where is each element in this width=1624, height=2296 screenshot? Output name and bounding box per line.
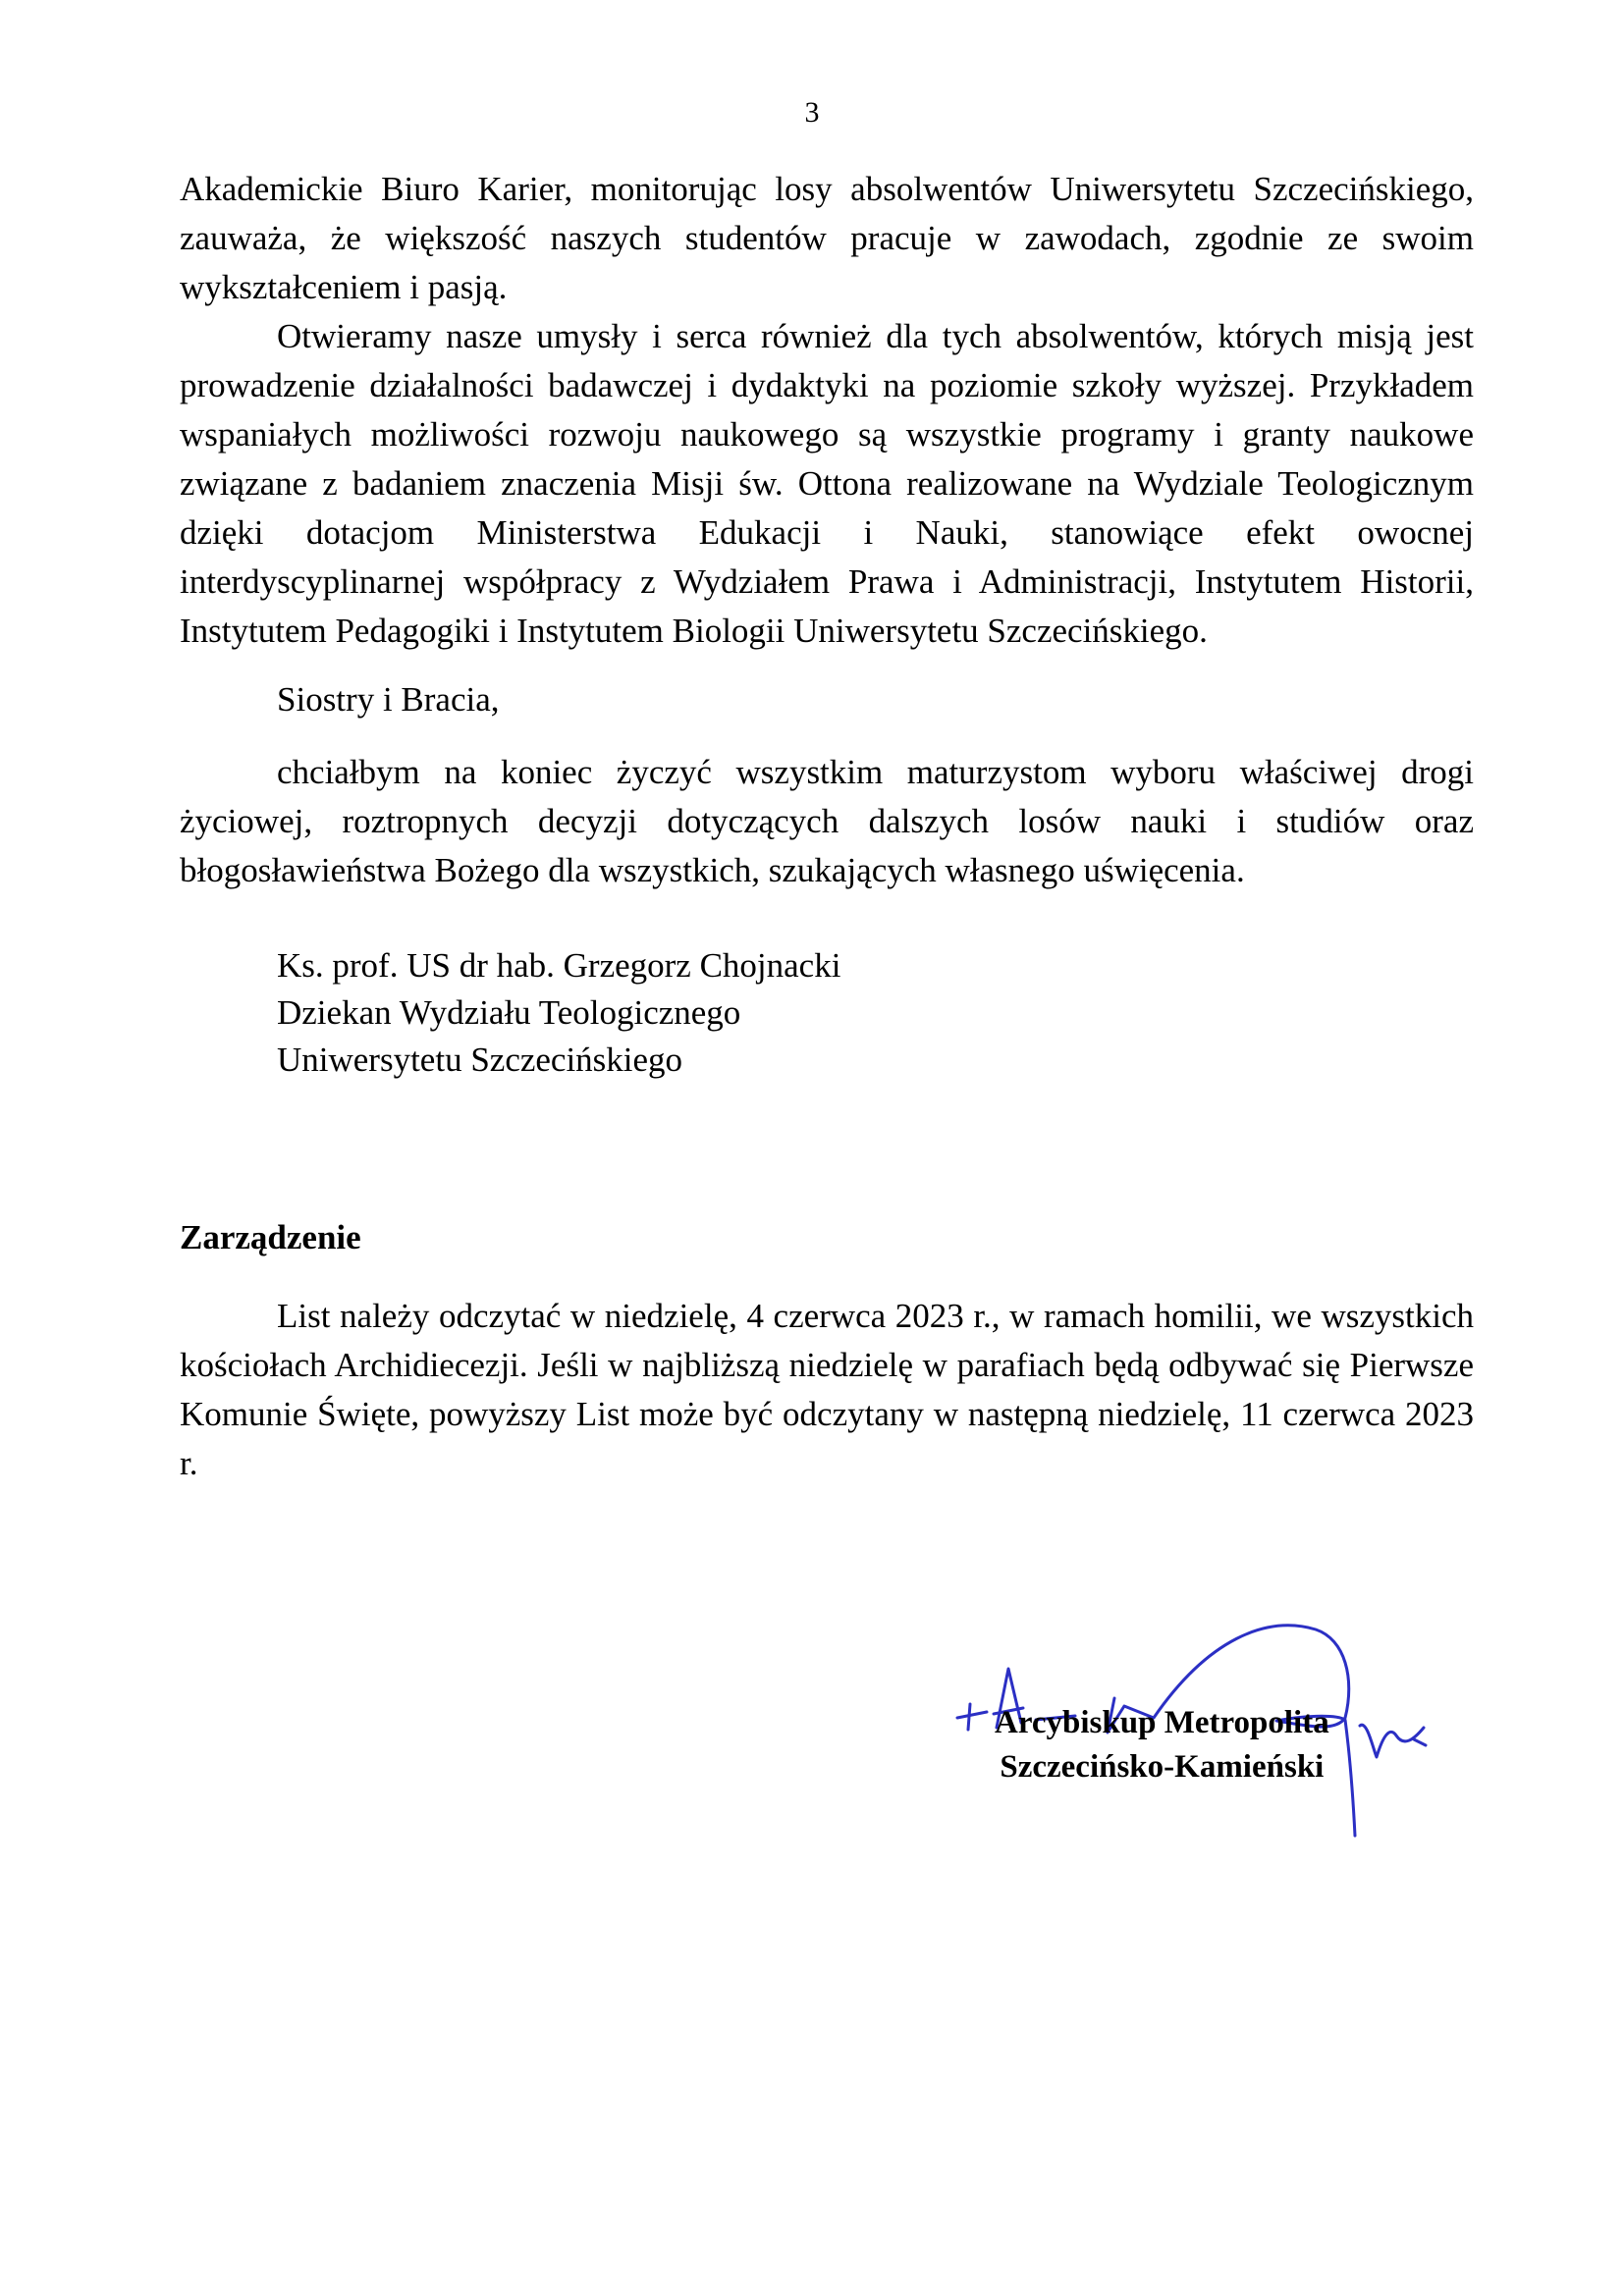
paragraph-career-office: Akademickie Biuro Karier, monitorując losy absolwentów Uniwersytetu Szczecińskiego, zauważa, że większość naszych studentów pracuje w zawodach, zgodnie ze swoim wykształceniem i pasją. xyxy=(180,170,1474,306)
directive-heading: Zarządzenie xyxy=(180,1218,361,1256)
page-number: 3 xyxy=(804,96,820,129)
greeting: Siostry i Bracia, xyxy=(277,680,500,719)
directive-text: List należy odczytać w niedzielę, 4 czerwca 2023 r., w ramach homilii, we wszystkich kościołach Archidiecezji. Jeśli w najbliższą niedzielę w parafiach będą odbywać się Pierwsze Komunie Święte, powyższy List może być odczytany w następną niedzielę, 11 czerwca 2023 r. xyxy=(180,1297,1474,1482)
archbishop-line-1: Arcybiskup Metropolita xyxy=(995,1705,1329,1740)
archbishop-title-block xyxy=(995,1701,1329,1789)
paragraph-closing-wishes: chciałbym na koniec życzyć wszystkim maturzystom wyboru właściwej drogi życiowej, roztropnych decyzji dotyczących dalszych losów nauki i studiów oraz błogosławieństwa Bożego dla wszystkich, szukających własnego uświęcenia. xyxy=(180,753,1474,889)
dean-institution: Uniwersytetu Szczecińskiego xyxy=(277,1041,683,1079)
letter-body xyxy=(180,165,1474,1488)
paragraph-research-programs: Otwieramy nasze umysły i serca również dla tych absolwentów, których misją jest prowadzenie działalności badawczej i dydaktyki na poziomie szkoły wyższej. Przykładem wspaniałych możliwości rozwoju naukowego są wszystkie programy i granty naukowe związane z badaniem znaczenia Misji św. Ottona realizowane na Wydziale Teologicznym dzięki dotacjom Ministerstwa Edukacji i Nauki, stanowiące efekt owocnej interdyscyplinarnej współpracy z Wydziałem Prawa i Administracji, Instytutem Historii, Instytutem Pedagogiki i Instytutem Biologii Uniwersytetu Szczecińskiego. xyxy=(180,317,1474,650)
archbishop-line-2: Szczecińsko-Kamieński xyxy=(1000,1749,1325,1785)
dean-signature-block xyxy=(277,942,1474,1084)
dean-title: Dziekan Wydziału Teologicznego xyxy=(277,993,741,1032)
dean-name: Ks. prof. US dr hab. Grzegorz Chojnacki xyxy=(277,946,841,985)
